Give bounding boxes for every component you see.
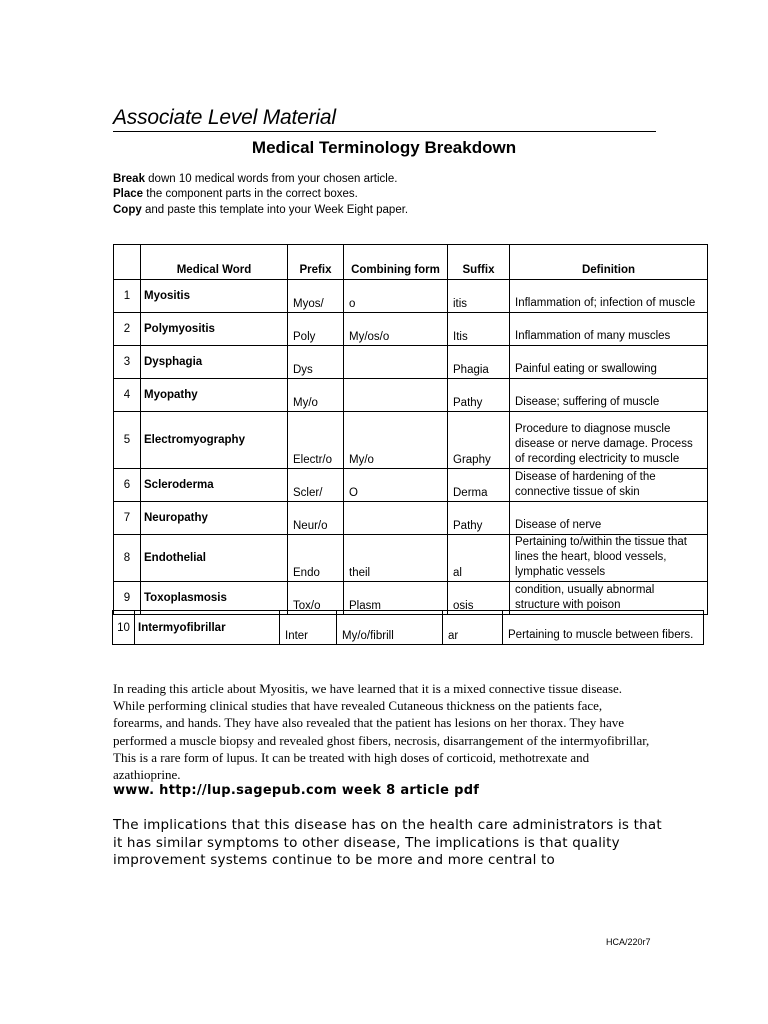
instruction-keyword: Copy <box>113 204 142 216</box>
instruction-text: and paste this template into your Week Eight paper. <box>141 204 409 216</box>
row-number: 10 <box>113 611 135 645</box>
terminology-table <box>113 244 708 615</box>
definition-cell: Inflammation of many muscles <box>510 313 708 346</box>
table-row <box>114 379 708 412</box>
combining-form-cell: Plasm <box>344 582 448 615</box>
prefix-cell: Endo <box>288 535 344 582</box>
medical-word: Electromyography <box>141 412 288 469</box>
prefix-cell: Electr/o <box>288 412 344 469</box>
instruction-keyword: Break <box>113 173 145 185</box>
suffix-cell: Itis <box>448 313 510 346</box>
combining-form-cell: o <box>344 280 448 313</box>
medical-word: Neuropathy <box>141 502 288 535</box>
prefix-cell: Neur/o <box>288 502 344 535</box>
header-medical-word: Medical Word <box>141 245 288 280</box>
prefix-cell: My/o <box>288 379 344 412</box>
row-number: 7 <box>114 502 141 535</box>
row-number: 8 <box>114 535 141 582</box>
combining-form-cell <box>344 379 448 412</box>
row-number: 5 <box>114 412 141 469</box>
suffix-cell: Derma <box>448 469 510 502</box>
prefix-cell: Poly <box>288 313 344 346</box>
suffix-cell: Pathy <box>448 379 510 412</box>
definition-cell: Procedure to diagnose muscle disease or nerve damage. Process of recording electricity to muscle <box>510 412 708 469</box>
definition-cell: Inflammation of; infection of muscle <box>510 280 708 313</box>
prefix-cell: Scler/ <box>288 469 344 502</box>
table-row <box>114 469 708 502</box>
row-number: 2 <box>114 313 141 346</box>
article-link-text: www. http://lup.sagepub.com week 8 article pdf <box>113 783 480 798</box>
instruction-keyword: Place <box>113 188 144 200</box>
header-suffix: Suffix <box>448 245 510 280</box>
header-definition: Definition <box>510 245 708 280</box>
title-divider <box>113 131 656 132</box>
prefix-cell: Dys <box>288 346 344 379</box>
row-number: 4 <box>114 379 141 412</box>
combining-form-cell <box>344 502 448 535</box>
table-row <box>114 502 708 535</box>
prefix-cell: Tox/o <box>288 582 344 615</box>
definition-cell: Disease of nerve <box>510 502 708 535</box>
table-row <box>114 412 708 469</box>
medical-word: Intermyofibrillar <box>135 611 280 645</box>
combining-form-cell: My/o/fibrill <box>337 611 443 645</box>
suffix-cell: itis <box>448 280 510 313</box>
document-title: Associate Level Material <box>113 106 336 129</box>
medical-word: Myositis <box>141 280 288 313</box>
terminology-table-row-10 <box>112 610 704 645</box>
definition-cell: condition, usually abnormal structure with poison <box>510 582 708 615</box>
row-number: 6 <box>114 469 141 502</box>
prefix-cell: Inter <box>280 611 337 645</box>
combining-form-cell <box>344 346 448 379</box>
definition-cell: Painful eating or swallowing <box>510 346 708 379</box>
prefix-cell: Myos/ <box>288 280 344 313</box>
table-row <box>114 346 708 379</box>
page-heading: Medical Terminology Breakdown <box>251 138 517 157</box>
table-row <box>114 535 708 582</box>
medical-word: Endothelial <box>141 535 288 582</box>
header-prefix: Prefix <box>288 245 344 280</box>
row-number: 1 <box>114 280 141 313</box>
footer-code: HCA/220r7 <box>606 937 651 947</box>
suffix-cell: Pathy <box>448 502 510 535</box>
suffix-cell: Phagia <box>448 346 510 379</box>
body-paragraph: In reading this article about Myositis, we have learned that it is a mixed connective tissue disease. While performing clinical studies that have revealed Cutaneous thickness on the patients face, forearms, and hands. They have also revealed that the patient has lesions on her thorax. They have performed a muscle biopsy and revealed ghost fibers, necrosis, disarrangement of the intermyofibrillar, This is a rare form of lupus. It can be treated with high doses of corticoid, methotrexate and azathioprine. <box>113 681 650 783</box>
suffix-cell: ar <box>443 611 503 645</box>
medical-word: Toxoplasmosis <box>141 582 288 615</box>
suffix-cell: Graphy <box>448 412 510 469</box>
row-number: 3 <box>114 346 141 379</box>
instruction-line-place <box>113 186 358 202</box>
medical-word: Polymyositis <box>141 313 288 346</box>
header-num <box>114 245 141 280</box>
row-number: 9 <box>114 582 141 615</box>
table-row <box>114 280 708 313</box>
definition-cell: Pertaining to/within the tissue that lines the heart, blood vessels, lymphatic vessels <box>510 535 708 582</box>
instruction-text: down 10 medical words from your chosen article. <box>144 173 398 185</box>
implications-paragraph: The implications that this disease has on the health care administrators is that it has similar symptoms to other disease, The implications is that quality improvement systems continue to be more and more central to <box>113 817 662 868</box>
combining-form-cell: My/o <box>344 412 448 469</box>
combining-form-cell: O <box>344 469 448 502</box>
instruction-text: the component parts in the correct boxes. <box>143 188 358 200</box>
definition-cell: Disease of hardening of the connective tissue of skin <box>510 469 708 502</box>
table-row <box>113 611 704 645</box>
medical-word: Dysphagia <box>141 346 288 379</box>
medical-word: Scleroderma <box>141 469 288 502</box>
header-combining-form: Combining form <box>344 245 448 280</box>
instruction-line-break <box>113 171 397 187</box>
table-row <box>114 313 708 346</box>
suffix-cell: osis <box>448 582 510 615</box>
combining-form-cell: My/os/o <box>344 313 448 346</box>
medical-word: Myopathy <box>141 379 288 412</box>
combining-form-cell: theil <box>344 535 448 582</box>
instruction-line-copy <box>113 202 408 218</box>
definition-cell: Disease; suffering of muscle <box>510 379 708 412</box>
definition-cell: Pertaining to muscle between fibers. <box>503 611 704 645</box>
table-header-row <box>114 245 708 280</box>
suffix-cell: al <box>448 535 510 582</box>
